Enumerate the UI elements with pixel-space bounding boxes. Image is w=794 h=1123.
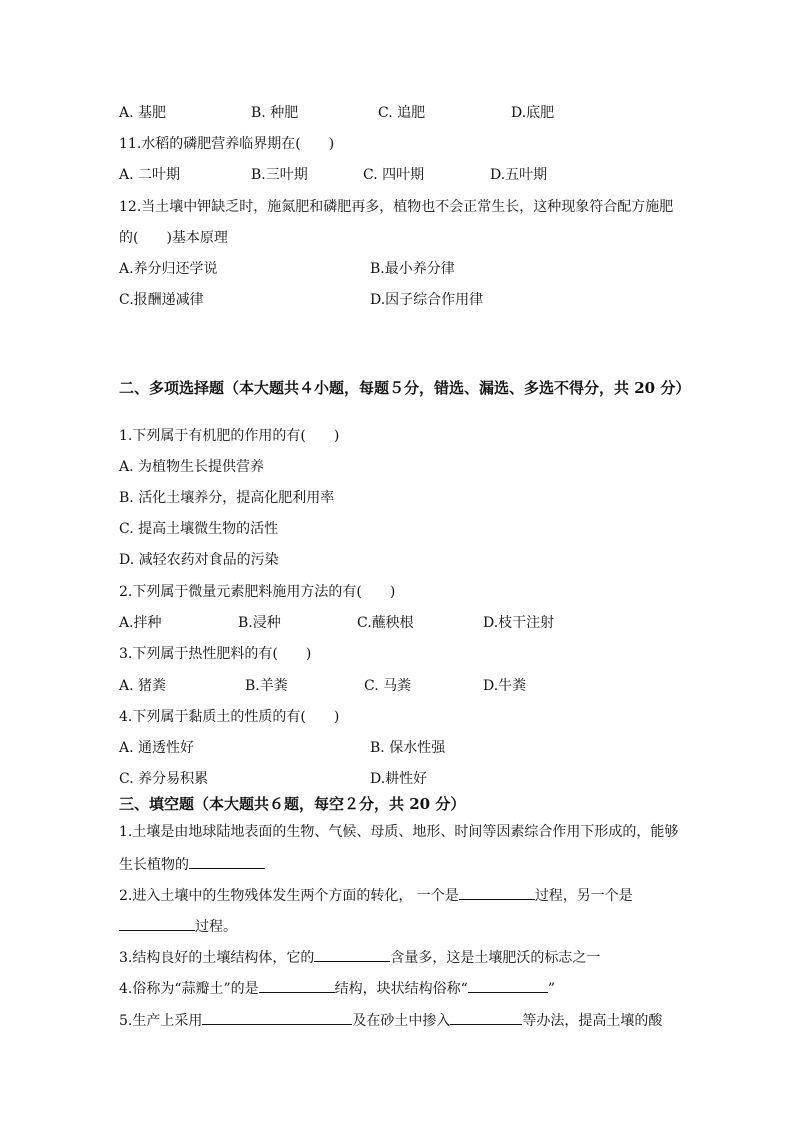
s3-q5-line	[119, 1010, 662, 1030]
q11-option-a: A. 二叶期	[119, 167, 181, 183]
q10-option-c: C. 追肥	[378, 105, 426, 121]
s2-q1-text: 1.下列属于有机肥的作用的有( )	[119, 428, 340, 444]
q11-text: 11.水稻的磷肥营养临界期在( )	[119, 136, 335, 152]
s3-q3-blank[interactable]	[314, 947, 390, 962]
s3-q5-blank-1[interactable]	[202, 1010, 352, 1025]
s3-q4-text-b: 结构，块状结构俗称“	[334, 981, 468, 997]
s3-q2-blank-2[interactable]	[119, 916, 195, 931]
s2-q2-option-c: C.蘸秧根	[357, 615, 414, 631]
s3-q2-text-a: 2.进入土壤中的生物残体发生两个方面的转化， 一个是	[119, 888, 459, 904]
q10-option-b: B. 种肥	[251, 105, 299, 121]
s3-q4-blank-1[interactable]	[259, 978, 335, 993]
s2-q4-option-b: B. 保水性强	[370, 740, 446, 756]
s2-q1-option-a: A. 为植物生长提供营养	[119, 459, 265, 475]
s2-q3-option-a: A. 猪粪	[119, 678, 167, 694]
section3-heading: 三、填空题（本大题共６题，每空２分，共 20 分）	[119, 795, 466, 813]
s2-q4-option-c: C. 养分易积累	[119, 771, 209, 787]
s3-q1-text-a: 生长植物的	[119, 857, 189, 873]
q11-option-b: B.三叶期	[251, 167, 308, 183]
s3-q1-line2	[119, 854, 265, 874]
q12-text-line1: 12.当土壤中钾缺乏时，施氮肥和磷肥再多，植物也不会正常生长，这种现象符合配方施肥	[119, 199, 674, 215]
s2-q4-option-a: A. 通透性好	[119, 740, 195, 756]
s3-q2-line2	[119, 916, 237, 936]
s3-q5-text-a: 5.生产上采用	[119, 1013, 203, 1029]
s2-q1-option-b: B. 活化土壤养分，提高化肥利用率	[119, 490, 335, 506]
q10-option-a: A. 基肥	[119, 105, 167, 121]
q10-option-d: D.底肥	[511, 105, 555, 121]
s2-q2-option-a: A.拌种	[119, 615, 162, 631]
s3-q3-line	[119, 947, 600, 967]
s2-q2-text: 2.下列属于微量元素肥料施用方法的有( )	[119, 584, 396, 600]
q11-option-d: D.五叶期	[490, 167, 548, 183]
q12-option-a: A.养分归还学说	[119, 261, 218, 277]
s3-q4-text-a: 4.俗称为“蒜瓣土”的是	[119, 981, 259, 997]
s3-q4-line	[119, 978, 555, 998]
q12-text-line2: 的( )基本原理	[119, 230, 228, 246]
s3-q2-text-c: 过程。	[195, 919, 237, 935]
s2-q2-option-b: B.浸种	[238, 615, 281, 631]
q12-option-b: B.最小养分律	[370, 261, 455, 277]
s3-q2-text-b: 过程，另一个是	[534, 888, 633, 904]
s3-q1-line1: 1.土壤是由地球陆地表面的生物、气候、母质、地形、时间等因素综合作用下形成的，能够	[119, 824, 679, 840]
s3-q5-blank-2[interactable]	[450, 1010, 522, 1025]
s3-q4-blank-2[interactable]	[468, 978, 548, 993]
s2-q4-text: 4.下列属于黏质土的性质的有( )	[119, 709, 340, 725]
s2-q3-option-c: C. 马粪	[364, 678, 412, 694]
q12-option-c: C.报酬递减律	[119, 292, 204, 308]
s2-q3-text: 3.下列属于热性肥料的有( )	[119, 646, 312, 662]
s2-q3-option-b: B.羊粪	[245, 678, 288, 694]
s3-q1-blank[interactable]	[189, 854, 265, 869]
s3-q3-text-b: 含量多，这是土壤肥沃的标志之一	[390, 950, 601, 966]
s2-q2-option-d: D.枝干注射	[483, 615, 555, 631]
section2-heading: 二、多项选择题（本大题共４小题，每题５分，错选、漏选、多选不得分，共 20 分）	[119, 379, 691, 397]
s3-q5-text-c: 等办法，提高土壤的酸	[522, 1013, 663, 1029]
s3-q4-text-c: ”	[547, 981, 556, 997]
s2-q1-option-d: D. 减轻农药对食品的污染	[119, 552, 279, 568]
s3-q5-text-b: 及在砂土中掺入	[352, 1013, 451, 1029]
s2-q3-option-d: D.牛粪	[483, 678, 527, 694]
s2-q1-option-c: C. 提高土壤微生物的活性	[119, 521, 279, 537]
s3-q2-line1	[119, 885, 633, 905]
q12-option-d: D.因子综合作用律	[370, 292, 484, 308]
s2-q4-option-d: D.耕性好	[370, 771, 428, 787]
q11-option-c: C. 四叶期	[363, 167, 425, 183]
s3-q3-text-a: 3.结构良好的土壤结构体，它的	[119, 950, 315, 966]
s3-q2-blank-1[interactable]	[459, 885, 535, 900]
